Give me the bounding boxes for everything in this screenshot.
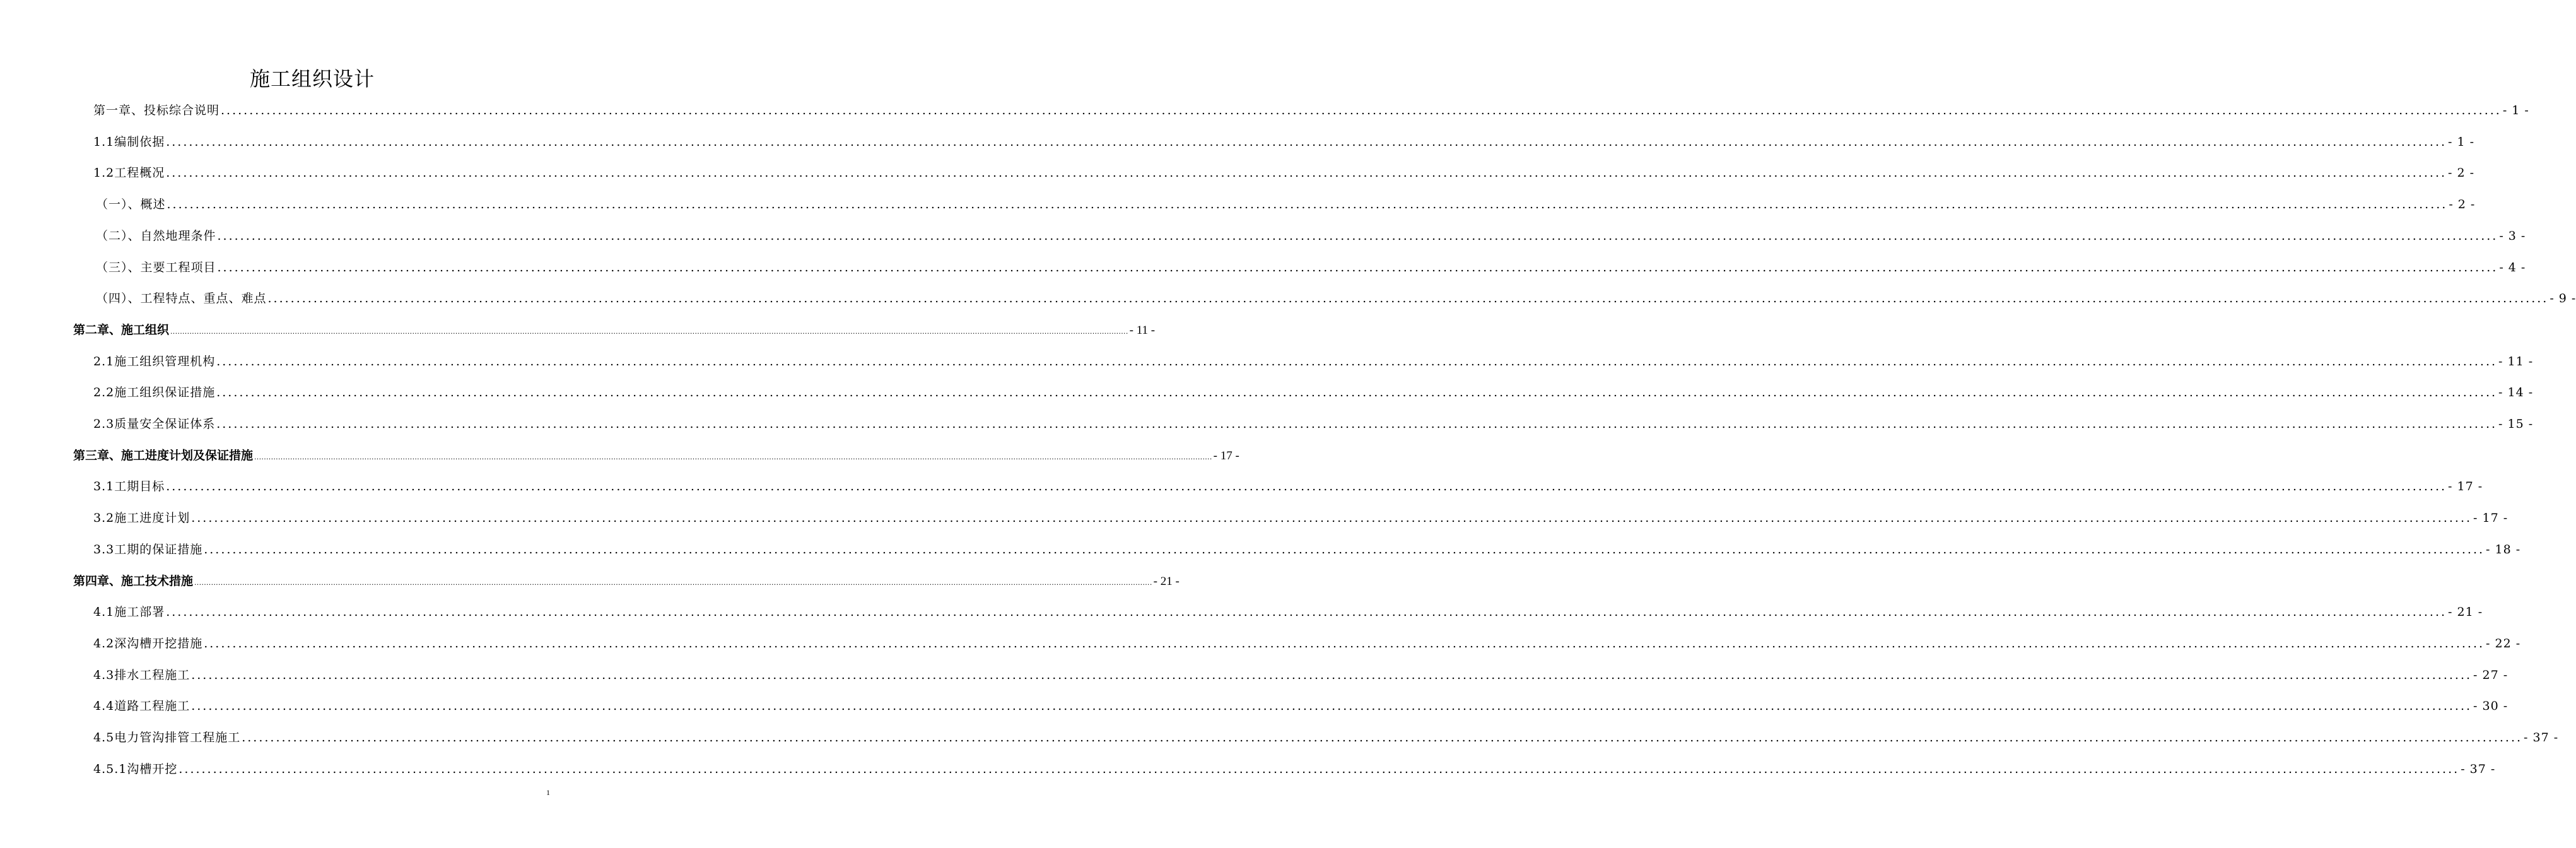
toc-chapter-row[interactable] <box>73 446 1239 463</box>
toc-page-number: - 14 - <box>2498 386 2534 399</box>
toc-entry-label: 4.5电力管沟排管工程施工 <box>93 731 241 745</box>
toc-entry-label: 1.1编制依据 <box>93 135 165 149</box>
toc-entry-row[interactable] <box>93 728 2559 745</box>
toc-page-number: - 37 - <box>2461 762 2496 776</box>
toc-page-number: - 1 - <box>2448 135 2475 149</box>
toc-page-number: - 2 - <box>2448 166 2475 180</box>
toc-page-number: - 9 - <box>2550 292 2576 305</box>
toc-dot-leader: ................................................................................................................................................................................................................................................................................................................................................................................................................ <box>170 327 1128 336</box>
toc-dot-leader: ................................................................................................................................................................................................................................................................................................................................................................................................................ <box>204 543 2485 556</box>
toc-dot-leader: ................................................................................................................................................................................................................................................................................................................................................................................................................ <box>166 135 2447 149</box>
toc-entry-label: 4.4道路工程施工 <box>93 699 190 713</box>
toc-entry-row[interactable] <box>96 227 2526 244</box>
toc-entry-label: 第四章、施工技术措施 <box>73 574 194 588</box>
toc-dot-leader: ................................................................................................................................................................................................................................................................................................................................................................................................................ <box>216 355 2498 368</box>
toc-dot-leader: ................................................................................................................................................................................................................................................................................................................................................................................................................ <box>217 261 2498 274</box>
toc-entry-row[interactable] <box>93 697 2509 714</box>
toc-page-number: - 1 - <box>2502 103 2529 117</box>
toc-page-number: - 15 - <box>2498 417 2534 431</box>
toc-entry-row[interactable] <box>93 383 2534 400</box>
toc-entry-label: 4.3排水工程施工 <box>93 668 190 682</box>
toc-page-number: - 11 - <box>2498 355 2534 368</box>
toc-dot-leader: ................................................................................................................................................................................................................................................................................................................................................................................................................ <box>179 762 2460 776</box>
toc-dot-leader: ................................................................................................................................................................................................................................................................................................................................................................................................................ <box>216 386 2498 399</box>
document-title: 施工组织设计 <box>249 67 375 91</box>
toc-entry-label: 2.1施工组织管理机构 <box>93 355 216 368</box>
toc-page-number: - 22 - <box>2486 637 2521 651</box>
toc-entry-label: 第一章、投标综合说明 <box>93 103 220 117</box>
toc-page-number: - 21 - <box>2448 605 2483 619</box>
toc-entry-label: （一）、概述 <box>96 197 166 211</box>
toc-entry-row[interactable] <box>96 195 2476 212</box>
toc-page-number: - 27 - <box>2473 668 2509 682</box>
toc-entry-label: （三）、主要工程项目 <box>96 261 216 274</box>
toc-dot-leader: ................................................................................................................................................................................................................................................................................................................................................................................................................ <box>221 103 2502 117</box>
toc-entry-label: 2.3质量安全保证体系 <box>93 417 216 431</box>
toc-dot-leader: ................................................................................................................................................................................................................................................................................................................................................................................................................ <box>166 166 2447 180</box>
toc-dot-leader: ................................................................................................................................................................................................................................................................................................................................................................................................................ <box>166 480 2447 493</box>
toc-page-number: - 18 - <box>2486 543 2521 556</box>
toc-page-number: - 21 - <box>1153 575 1180 588</box>
toc-entry-label: （四）、工程特点、重点、难点 <box>96 292 267 305</box>
toc-entry-row[interactable] <box>93 352 2534 369</box>
toc-entry-label: 第三章、施工进度计划及保证措施 <box>73 449 254 462</box>
toc-entry-row[interactable] <box>93 634 2521 651</box>
toc-page-number: - 4 - <box>2499 261 2526 274</box>
toc-dot-leader: ................................................................................................................................................................................................................................................................................................................................................................................................................ <box>216 417 2498 431</box>
toc-dot-leader: ................................................................................................................................................................................................................................................................................................................................................................................................................ <box>191 511 2473 525</box>
toc-entry-label: 3.3工期的保证措施 <box>93 543 203 556</box>
toc-entry-row[interactable] <box>93 760 2496 777</box>
toc-page-number: - 17 - <box>1213 449 1239 462</box>
toc-page-number: - 11 - <box>1129 324 1156 337</box>
toc-entry-label: 3.2施工进度计划 <box>93 511 190 525</box>
toc-entry-row[interactable] <box>96 258 2526 275</box>
toc-entry-label: 4.5.1沟槽开挖 <box>93 762 178 776</box>
toc-dot-leader: ................................................................................................................................................................................................................................................................................................................................................................................................................ <box>166 605 2447 619</box>
toc-entry-row[interactable] <box>93 132 2475 150</box>
toc-page-number: - 3 - <box>2499 229 2526 243</box>
page-number: 1 <box>546 788 550 797</box>
toc-page-number: - 37 - <box>2524 731 2559 745</box>
toc-entry-row[interactable] <box>96 289 2576 306</box>
toc-dot-leader: ................................................................................................................................................................................................................................................................................................................................................................................................................ <box>267 292 2549 305</box>
toc-entry-label: 2.2施工组织保证措施 <box>93 386 216 399</box>
toc-entry-label: （二）、自然地理条件 <box>96 229 216 243</box>
toc-dot-leader: ................................................................................................................................................................................................................................................................................................................................................................................................................ <box>191 668 2473 682</box>
toc-entry-label: 3.1工期目标 <box>93 480 165 493</box>
toc-entry-row[interactable] <box>93 509 2509 526</box>
toc-dot-leader: ................................................................................................................................................................................................................................................................................................................................................................................................................ <box>254 453 1212 461</box>
toc-entry-label: 1.2工程概况 <box>93 166 165 180</box>
toc-entry-label: 4.1施工部署 <box>93 605 165 619</box>
toc-entry-row[interactable] <box>93 477 2483 494</box>
toc-page-number: - 2 - <box>2449 197 2476 211</box>
toc-dot-leader: ................................................................................................................................................................................................................................................................................................................................................................................................................ <box>194 579 1152 587</box>
toc-dot-leader: ................................................................................................................................................................................................................................................................................................................................................................................................................ <box>191 699 2473 713</box>
toc-page-number: - 17 - <box>2448 480 2483 493</box>
toc-dot-leader: ................................................................................................................................................................................................................................................................................................................................................................................................................ <box>217 229 2498 243</box>
toc-entry-label: 第二章、施工组织 <box>73 323 170 337</box>
toc-entry-row[interactable] <box>93 603 2483 620</box>
toc-page-number: - 17 - <box>2473 511 2509 525</box>
toc-entry-label: 4.2深沟槽开挖措施 <box>93 637 203 651</box>
toc-dot-leader: ................................................................................................................................................................................................................................................................................................................................................................................................................ <box>167 197 2448 211</box>
toc-chapter-row[interactable] <box>73 321 1156 338</box>
toc-entry-row[interactable] <box>93 666 2509 683</box>
toc-dot-leader: ................................................................................................................................................................................................................................................................................................................................................................................................................ <box>242 731 2523 745</box>
toc-page-number: - 30 - <box>2473 699 2509 713</box>
toc-entry-row[interactable] <box>93 415 2534 432</box>
toc-entry-row[interactable] <box>93 540 2521 557</box>
toc-dot-leader: ................................................................................................................................................................................................................................................................................................................................................................................................................ <box>204 637 2485 651</box>
toc-chapter-row[interactable] <box>73 572 1180 589</box>
toc-entry-row[interactable] <box>93 163 2475 180</box>
toc-entry-row[interactable] <box>93 101 2529 118</box>
